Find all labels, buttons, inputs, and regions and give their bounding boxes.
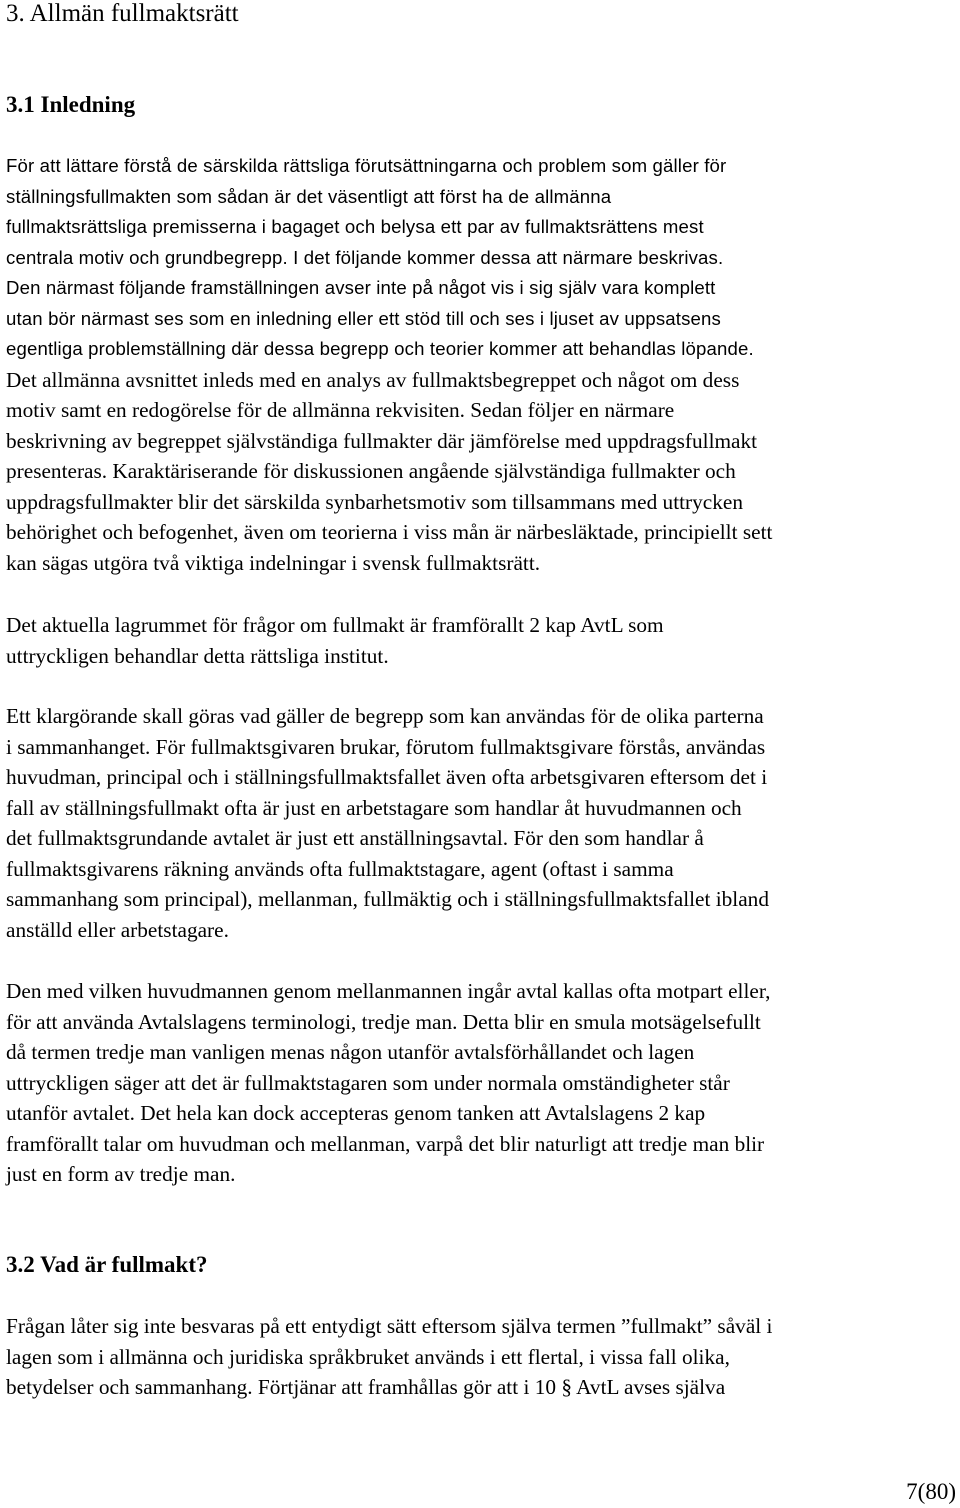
text-line: anställd eller arbetstagare. [6, 917, 229, 942]
text-line: framförallt talar om huvudman och mellanman, varpå det blir naturligt att tredje man blir [6, 1131, 765, 1156]
text-line: Det allmänna avsnittet inleds med en analys av fullmaktsbegreppet och något om dess [6, 367, 740, 392]
text-line: det fullmaktsgrundande avtalet är just ett anställningsavtal. För den som handlar å [6, 826, 704, 850]
text-line: Den med vilken huvudmannen genom mellanmannen ingår avtal kallas ofta motpart eller, [6, 979, 771, 1003]
text-line: uttryckligen behandlar detta rättsliga institut. [6, 643, 389, 668]
text-line: utanför avtalet. Det hela kan dock accepteras genom tanken att Avtalslagens 2 kap [6, 1101, 706, 1125]
page-number: 7(80) [906, 1479, 956, 1504]
text-line: just en form av tredje man. [6, 1162, 236, 1186]
text-line: fullmaktsrättsliga premisserna i bagaget och belysa ett par av fullmaktsrättens mest [6, 216, 704, 237]
text-line: ställningsfullmakten som sådan är det väsentligt att först ha de allmänna [6, 185, 612, 207]
text-line: behörighet och befogenhet, även om teorierna i viss mån är närbesläktade, principiellt sett [6, 520, 773, 544]
text-line: uttryckligen säger att det är fullmaktstagaren som under normala omständigheter står [6, 1070, 730, 1095]
paragraph-begrepp [6, 701, 769, 945]
text-line: i sammanhanget. För fullmaktsgivaren brukar, förutom fullmaktsgivare förstås, användas [6, 734, 766, 759]
text-line: då termen tredje man vanligen menas någon utanför avtalsförhållandet och lagen [6, 1040, 695, 1064]
text-line: Frågan låter sig inte besvaras på ett entydigt sätt eftersom själva termen ”fullmakt” såväl i [6, 1314, 773, 1338]
text-line: fall av ställningsfullmakt ofta är just en arbetstagare som handlar åt huvudmannen och [6, 795, 742, 820]
paragraph-fragan [6, 1311, 772, 1403]
text-line: motiv samt en redogörelse för de allmänna rekvisiten. Sedan följer en närmare [6, 398, 675, 422]
text-line: lagen som i allmänna och juridiska språkbruket används i ett flertal, i vissa fall olika, [6, 1344, 730, 1369]
section-title-inledning: 3.1 Inledning [6, 92, 136, 117]
paragraph-lagrum [6, 610, 664, 671]
paragraph-intro [6, 151, 772, 578]
chapter-title: 3. Allmän fullmaktsrätt [6, 0, 239, 27]
text-line: Det aktuella lagrummet för frågor om fullmakt är framförallt 2 kap AvtL som [6, 613, 664, 637]
text-line: huvudman, principal och i ställningsfullmaktsfallet även ofta arbetsgivaren eftersom det i [6, 765, 768, 789]
paragraph-tredje-man [6, 976, 770, 1190]
text-line: betydelser och sammanhang. Förtjänar att framhållas gör att i 10 § AvtL avses själva [6, 1375, 726, 1399]
text-line: För att lättare förstå de särskilda rättsliga förutsättningarna och problem som gäller för [6, 155, 727, 176]
text-line: beskrivning av begreppet självständiga fullmakter där jämförelse med uppdragsfullmakt [6, 428, 758, 453]
text-line: Den närmast följande framställningen avser inte på något vis i sig själv vara komplett [6, 277, 716, 298]
text-line: utan bör närmast ses som en inledning eller ett stöd till och ses i ljuset av uppsatsens [6, 307, 721, 329]
text-line: Ett klargörande skall göras vad gäller de begrepp som kan användas för de olika parterna [6, 704, 764, 728]
text-line: kan sägas utgöra två viktiga indelningar i svensk fullmaktsrätt. [6, 550, 541, 575]
text-line: presenteras. Karaktäriserande för diskussionen angående självständiga fullmakter och [6, 459, 736, 483]
text-line: uppdragsfullmakter blir det särskilda synbarhetsmotiv som tillsammans med uttrycken [6, 489, 743, 514]
text-line: egentliga problemställning där dessa begrepp och teorier kommer att behandlas löpande. [6, 338, 754, 359]
text-line: för att använda Avtalslagens terminologi, tredje man. Detta blir en smula motsägelsefullt [6, 1009, 761, 1034]
section-title-vad-ar-fullmakt: 3.2 Vad är fullmakt? [6, 1252, 208, 1277]
text-line: centrala motiv och grundbegrepp. I det följande kommer dessa att närmare beskrivas. [6, 246, 724, 268]
text-line: fullmaktsgivarens räkning används ofta fullmaktstagare, agent (oftast i samma [6, 856, 674, 881]
text-line: sammanhang som principal), mellanman, fullmäktig och i ställningsfullmaktsfallet ibland [6, 887, 769, 911]
